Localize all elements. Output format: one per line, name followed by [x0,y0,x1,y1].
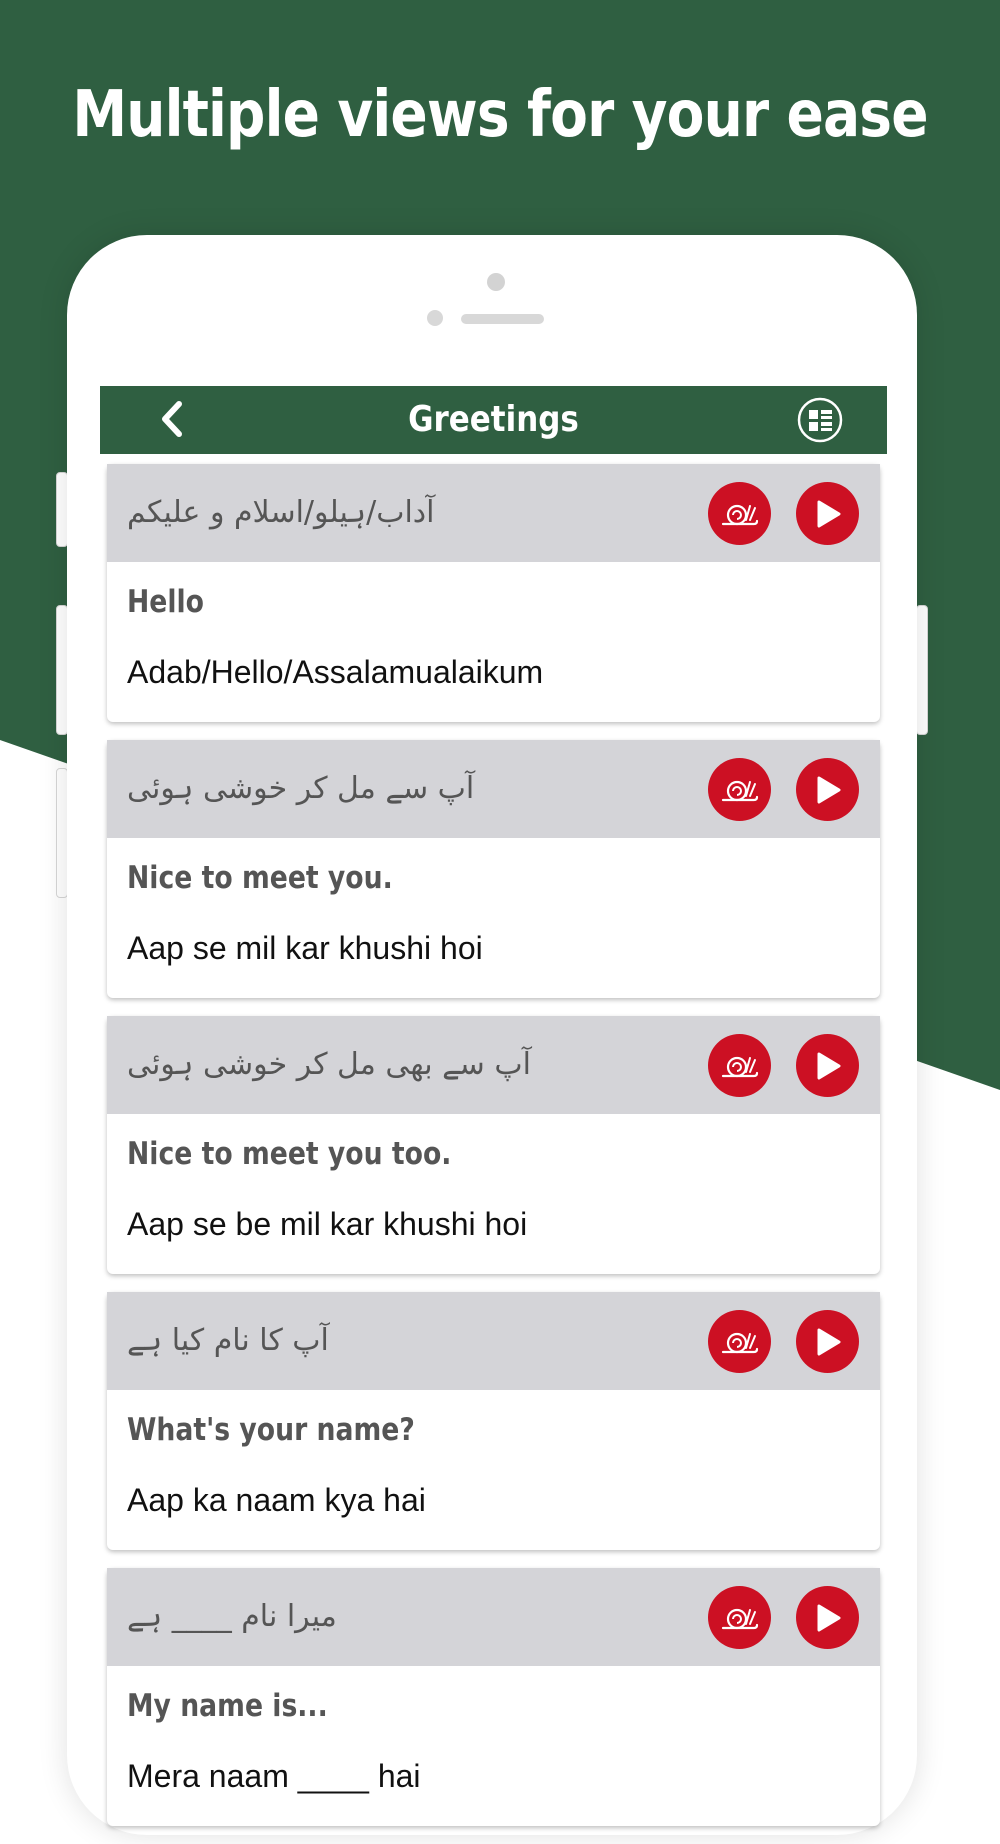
urdu-text: آپ کا نام کیا ہے [127,1323,329,1358]
slow-play-button[interactable] [708,1310,771,1373]
page-title: Greetings [408,399,579,440]
english-text: Nice to meet you. [127,860,393,896]
urdu-text: آپ سے مل کر خوشی ہوئی [127,771,475,806]
play-icon [814,499,842,529]
urdu-text: میرا نام ____ ہے [127,1599,337,1634]
play-button[interactable] [796,1310,859,1373]
roman-urdu-text: Aap se mil kar khushi hoi [127,930,483,966]
urdu-text: آداب/ہیلو/اسلام و علیکم [127,495,435,530]
phrase-card-header [107,1292,880,1390]
phone-power-button [916,605,928,735]
phrase-card-header [107,1016,880,1114]
play-button[interactable] [796,758,859,821]
phrase-card-header [107,1568,880,1666]
snail-icon [720,498,760,530]
english-text: Hello [127,584,204,620]
phrase-card [107,464,880,722]
phone-camera [487,273,505,291]
phrase-card-body [107,1390,880,1550]
roman-urdu-text: Aap se be mil kar khushi hoi [127,1206,528,1242]
roman-urdu-text: Adab/Hello/Assalamualaikum [127,654,544,690]
phrase-card [107,1568,880,1826]
roman-urdu-text: Aap ka naam kya hai [127,1482,426,1518]
urdu-text: آپ سے بھی مل کر خوشی ہوئی [127,1047,531,1082]
phrase-card-header [107,464,880,562]
play-button[interactable] [796,1586,859,1649]
snail-icon [720,1050,760,1082]
list-view-icon [796,396,844,444]
phrase-card [107,740,880,998]
nav-bar [100,386,887,454]
phrase-card [107,1016,880,1274]
english-text: My name is... [127,1688,328,1724]
phrase-card-body [107,1114,880,1274]
slow-play-button[interactable] [708,758,771,821]
slow-play-button[interactable] [708,482,771,545]
slow-play-button[interactable] [708,1586,771,1649]
play-icon [814,1051,842,1081]
slow-play-button[interactable] [708,1034,771,1097]
play-icon [814,1603,842,1633]
phrase-card-body [107,1666,880,1826]
phone-sensor [427,310,443,326]
play-button[interactable] [796,1034,859,1097]
play-icon [814,775,842,805]
app-screen [100,386,887,1794]
phrase-list [107,464,880,1844]
english-text: What's your name? [127,1412,415,1448]
play-icon [814,1327,842,1357]
snail-icon [720,1602,760,1634]
promo-headline: Multiple views for your ease [72,78,928,152]
view-toggle-button[interactable] [796,396,844,444]
roman-urdu-text: Mera naam ____ hai [127,1758,421,1794]
phrase-card [107,1292,880,1550]
snail-icon [720,1326,760,1358]
phone-speaker [461,314,544,324]
phrase-card-header [107,740,880,838]
phrase-card-body [107,838,880,998]
snail-icon [720,774,760,806]
play-button[interactable] [796,482,859,545]
phrase-card-body [107,562,880,722]
english-text: Nice to meet you too. [127,1136,452,1172]
